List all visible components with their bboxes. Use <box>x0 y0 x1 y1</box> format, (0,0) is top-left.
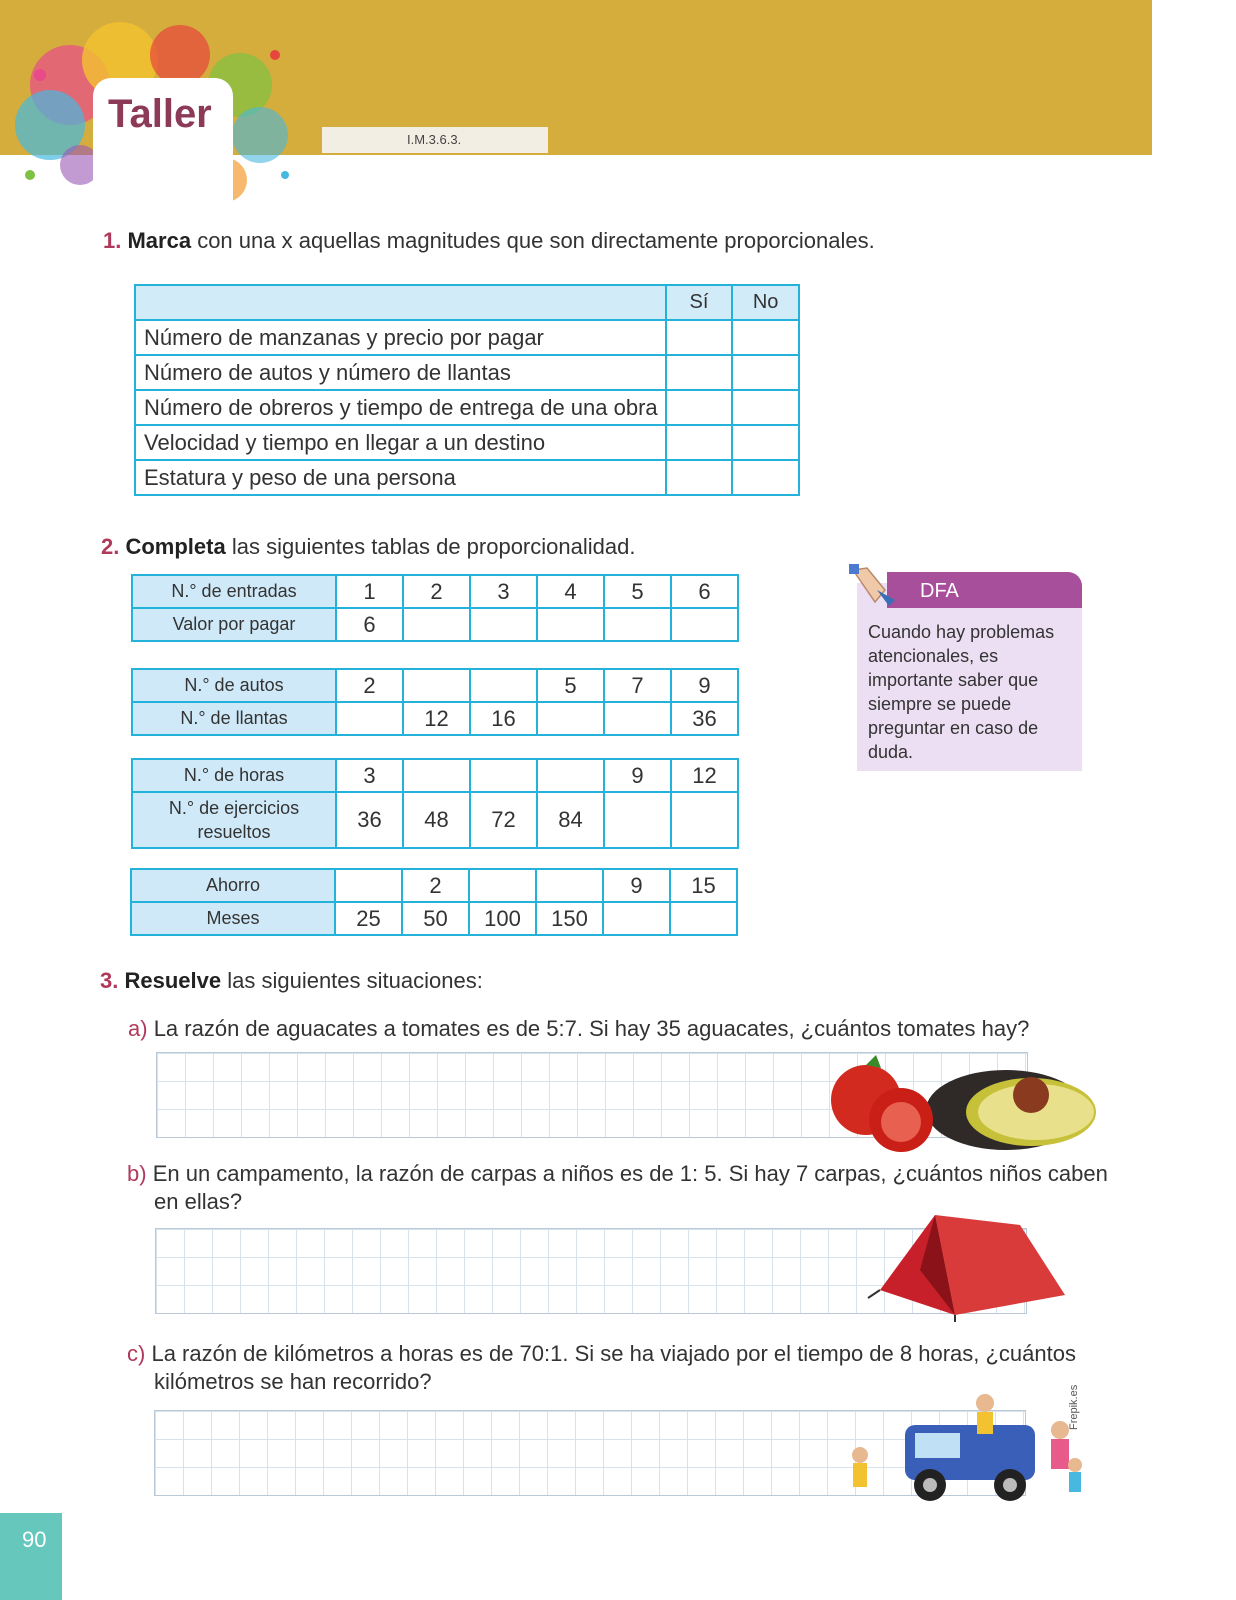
table-cell[interactable]: 5 <box>537 669 604 702</box>
sub-letter: c) <box>127 1341 146 1366</box>
table-cell[interactable]: 12 <box>403 702 470 735</box>
answer-cell-si[interactable] <box>666 425 733 460</box>
proportion-table-3 <box>131 758 739 849</box>
table-cell[interactable] <box>469 869 536 902</box>
tent-image <box>860 1210 1075 1325</box>
answer-cell-si[interactable] <box>666 320 733 355</box>
page-number: 90 <box>22 1527 47 1552</box>
sub-letter: b) <box>127 1161 147 1186</box>
table-cell[interactable]: 100 <box>469 902 536 935</box>
sub-text-line2: kilómetros se han recorrido? <box>154 1369 432 1394</box>
sub-question-a <box>128 1015 1029 1043</box>
proportion-table-2 <box>131 668 739 736</box>
table-cell[interactable]: 50 <box>402 902 469 935</box>
row-label <box>132 792 336 848</box>
question-text: las siguientes tablas de proporcionalidad. <box>225 534 636 559</box>
dfa-line: duda. <box>868 742 914 762</box>
table-cell[interactable]: 16 <box>470 702 537 735</box>
table-cell[interactable]: 6 <box>336 608 403 641</box>
header-blank <box>135 285 666 320</box>
table-cell[interactable] <box>403 608 470 641</box>
dfa-title: DFA <box>920 580 959 602</box>
answer-cell-si[interactable] <box>666 355 733 390</box>
row-label: Meses <box>131 902 335 935</box>
table-cell[interactable]: 2 <box>336 669 403 702</box>
question-verb: Completa <box>125 534 226 559</box>
row-label: N.° de entradas <box>132 575 336 608</box>
table-cell[interactable]: 7 <box>604 669 671 702</box>
proportion-table-1 <box>131 574 739 642</box>
answer-cell-no[interactable] <box>732 425 799 460</box>
table-cell[interactable] <box>403 669 470 702</box>
answer-cell-si[interactable] <box>666 390 733 425</box>
table-cell[interactable] <box>604 702 671 735</box>
question-verb: Marca <box>127 228 192 253</box>
question-verb: Resuelve <box>124 968 222 993</box>
question-text: con una x aquellas magnitudes que son directamente proporcionales. <box>191 228 875 253</box>
sub-text: En un campamento, la razón de carpas a niños es de 1: 5. Si hay 7 carpas, ¿cuántos niños caben <box>152 1161 1108 1186</box>
dfa-text <box>868 620 1073 764</box>
dfa-line: preguntar en caso de <box>868 718 1039 738</box>
answer-cell-no[interactable] <box>732 460 799 495</box>
table-cell[interactable]: 4 <box>537 575 604 608</box>
table-cell[interactable] <box>537 759 604 792</box>
table-cell[interactable]: 3 <box>336 759 403 792</box>
dfa-header <box>887 572 1082 608</box>
table-cell[interactable] <box>403 759 470 792</box>
row-label-line: N.° de ejercicios <box>168 798 300 818</box>
table-cell[interactable]: 2 <box>402 869 469 902</box>
table-cell[interactable] <box>536 869 603 902</box>
col-no: No <box>732 285 799 320</box>
family-car-image <box>835 1385 1095 1520</box>
table-cell[interactable]: 9 <box>603 869 670 902</box>
row-label: Estatura y peso de una persona <box>135 460 666 495</box>
row-label: N.° de autos <box>132 669 336 702</box>
table-cell[interactable]: 72 <box>470 792 537 848</box>
row-label: Número de manzanas y precio por pagar <box>135 320 666 355</box>
dfa-line: siempre se puede <box>868 694 1012 714</box>
image-credit: Frepik.es <box>1068 1384 1080 1430</box>
table-cell[interactable]: 48 <box>403 792 470 848</box>
table-cell[interactable]: 36 <box>671 702 738 735</box>
question-number: 3. <box>100 968 119 993</box>
table-cell[interactable]: 2 <box>403 575 470 608</box>
row-label: Ahorro <box>131 869 335 902</box>
table-cell[interactable] <box>470 669 537 702</box>
table-cell[interactable] <box>537 608 604 641</box>
table-cell[interactable] <box>537 702 604 735</box>
table-cell[interactable] <box>671 792 738 848</box>
sub-question-b <box>127 1160 1108 1216</box>
answer-cell-no[interactable] <box>732 390 799 425</box>
table-cell[interactable] <box>604 792 671 848</box>
table-cell[interactable]: 36 <box>336 792 403 848</box>
row-label: N.° de horas <box>132 759 336 792</box>
answer-cell-si[interactable] <box>666 460 733 495</box>
table-cell[interactable]: 9 <box>604 759 671 792</box>
dfa-line: atencionales, es <box>868 646 999 666</box>
table-cell[interactable]: 15 <box>670 869 737 902</box>
dfa-line: importante saber que <box>868 670 1039 690</box>
page-title: Taller <box>108 92 212 136</box>
row-label: Velocidad y tiempo en llegar a un destino <box>135 425 666 460</box>
table-cell[interactable] <box>470 608 537 641</box>
page-edge <box>1152 0 1236 1600</box>
table-cell[interactable] <box>470 759 537 792</box>
table-cell[interactable] <box>670 902 737 935</box>
tomato-avocado-image <box>826 1050 1101 1160</box>
answer-cell-no[interactable] <box>732 320 799 355</box>
table-cell[interactable] <box>603 902 670 935</box>
dfa-line: Cuando hay problemas <box>868 622 1055 642</box>
table-cell[interactable] <box>336 702 403 735</box>
question-text: las siguientes situaciones: <box>221 968 483 993</box>
question-2 <box>101 534 635 560</box>
table-cell[interactable]: 84 <box>537 792 604 848</box>
skill-code: I.M.3.6.3. <box>322 127 548 153</box>
table-cell[interactable]: 25 <box>335 902 402 935</box>
row-label-line: resueltos <box>197 822 271 842</box>
answer-cell-no[interactable] <box>732 355 799 390</box>
question-number: 1. <box>103 228 122 253</box>
question-3 <box>100 968 483 994</box>
row-label: Número de autos y número de llantas <box>135 355 666 390</box>
hand-icon <box>845 560 905 610</box>
row-label: Valor por pagar <box>132 608 336 641</box>
col-si: Sí <box>666 285 733 320</box>
sub-text-line2: en ellas? <box>154 1189 243 1214</box>
magnitudes-table <box>134 284 800 496</box>
table-cell[interactable]: 150 <box>536 902 603 935</box>
table-cell[interactable] <box>335 869 402 902</box>
sub-letter: a) <box>128 1016 148 1041</box>
table-cell[interactable] <box>604 608 671 641</box>
row-label: N.° de llantas <box>132 702 336 735</box>
question-1 <box>103 228 875 254</box>
proportion-table-4 <box>130 868 738 936</box>
sub-text: La razón de aguacates a tomates es de 5:7. Si hay 35 aguacates, ¿cuántos tomates hay? <box>153 1016 1030 1041</box>
table-cell[interactable]: 1 <box>336 575 403 608</box>
table-cell[interactable]: 12 <box>671 759 738 792</box>
table-cell[interactable] <box>671 608 738 641</box>
question-number: 2. <box>101 534 120 559</box>
sub-text: La razón de kilómetros a horas es de 70:1. Si se ha viajado por el tiempo de 8 horas, ¿cuántos <box>151 1341 1076 1366</box>
table-cell[interactable]: 9 <box>671 669 738 702</box>
table-cell[interactable]: 3 <box>470 575 537 608</box>
table-cell[interactable]: 5 <box>604 575 671 608</box>
row-label: Número de obreros y tiempo de entrega de una obra <box>135 390 666 425</box>
table-cell[interactable]: 6 <box>671 575 738 608</box>
